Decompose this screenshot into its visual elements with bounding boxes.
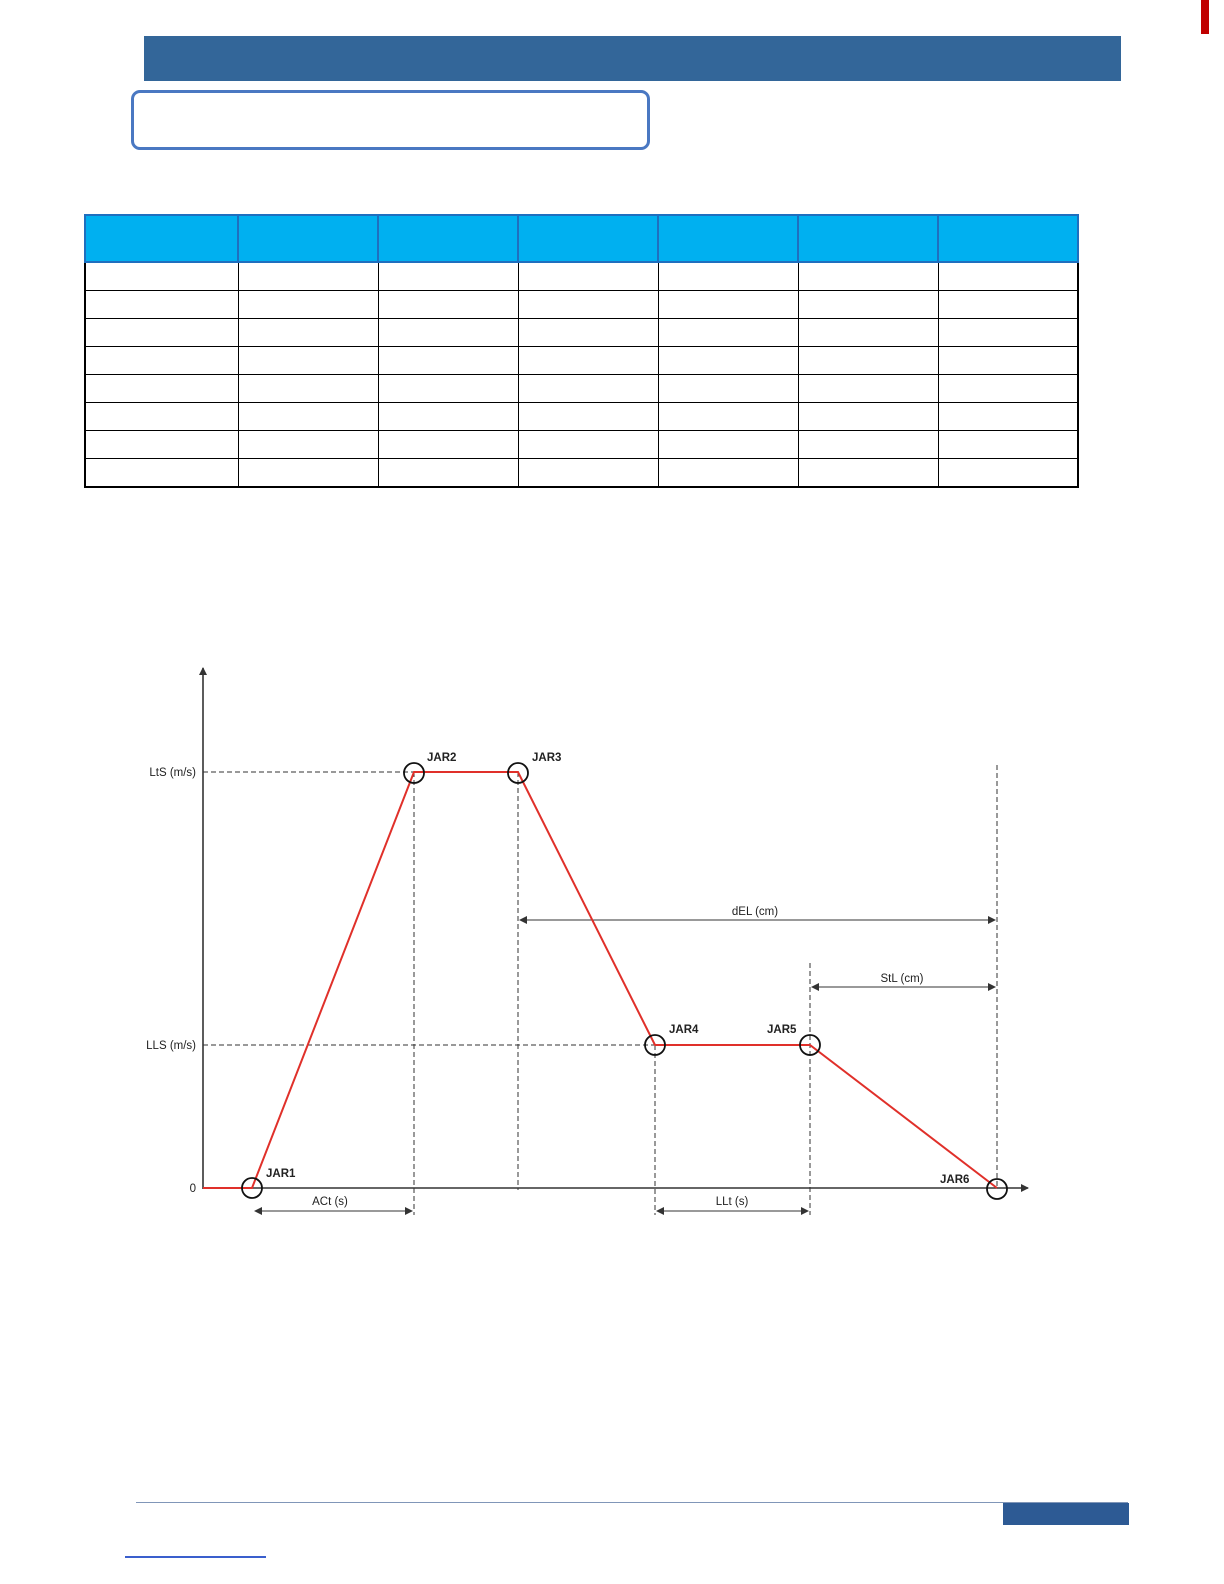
speed-profile-svg <box>140 660 1040 1235</box>
footer-page-tab <box>1003 1503 1129 1525</box>
table-cell <box>378 431 518 459</box>
table-cell <box>518 319 658 347</box>
table-cell <box>938 319 1078 347</box>
table-cell <box>518 347 658 375</box>
table-cell <box>658 291 798 319</box>
table-cell <box>238 262 378 291</box>
table-header-cell <box>85 215 238 262</box>
table-cell <box>938 403 1078 431</box>
table-cell <box>85 319 238 347</box>
y-label-lts: LtS (m/s) <box>149 767 196 779</box>
table-cell <box>238 459 378 488</box>
table-cell <box>85 375 238 403</box>
table-header-cell <box>518 215 658 262</box>
table-cell <box>798 375 938 403</box>
table-cell <box>518 291 658 319</box>
jar6-label: JAR6 <box>940 1174 970 1186</box>
jar5-label: JAR5 <box>767 1024 797 1036</box>
y-label-zero: 0 <box>189 1183 196 1195</box>
parameter-table <box>84 214 1079 488</box>
table-row <box>85 431 1078 459</box>
table-cell <box>378 375 518 403</box>
table-header-cell <box>658 215 798 262</box>
table-cell <box>658 347 798 375</box>
jar3-label: JAR3 <box>532 752 562 764</box>
table-cell <box>85 291 238 319</box>
table-cell <box>85 403 238 431</box>
table-cell <box>798 347 938 375</box>
table-cell <box>938 431 1078 459</box>
table-cell <box>798 291 938 319</box>
table-cell <box>658 403 798 431</box>
table-cell <box>238 319 378 347</box>
footer-rule <box>136 1502 1128 1503</box>
table-cell <box>938 375 1078 403</box>
table-cell <box>518 459 658 488</box>
table-cell <box>238 347 378 375</box>
table-row <box>85 459 1078 488</box>
table-cell <box>518 375 658 403</box>
table-cell <box>238 403 378 431</box>
page-corner-mark <box>1201 0 1209 34</box>
table-cell <box>518 262 658 291</box>
table-cell <box>378 347 518 375</box>
table-cell <box>938 262 1078 291</box>
table-cell <box>938 459 1078 488</box>
table-cell <box>85 262 238 291</box>
table-row <box>85 319 1078 347</box>
jar4-label: JAR4 <box>669 1024 699 1036</box>
table-cell <box>85 459 238 488</box>
table-cell <box>658 375 798 403</box>
header-bar <box>144 36 1121 81</box>
table-cell <box>378 291 518 319</box>
section-title-box <box>131 90 650 150</box>
table-cell <box>798 319 938 347</box>
decel-span-label: dEL (cm) <box>731 906 779 918</box>
table-cell <box>798 431 938 459</box>
low-time-span-label: LLt (s) <box>715 1196 749 1208</box>
table-cell <box>938 291 1078 319</box>
speed-profile-diagram <box>140 660 1040 1235</box>
table-cell <box>798 459 938 488</box>
table-cell <box>85 431 238 459</box>
table-cell <box>658 459 798 488</box>
footer-link-underline <box>125 1556 266 1558</box>
table-cell <box>378 262 518 291</box>
table-cell <box>518 431 658 459</box>
table-cell <box>378 403 518 431</box>
table-cell <box>658 319 798 347</box>
table-row <box>85 291 1078 319</box>
table-cell <box>658 262 798 291</box>
table-header-cell <box>798 215 938 262</box>
table-cell <box>378 319 518 347</box>
jar1-label: JAR1 <box>266 1168 296 1180</box>
table-cell <box>85 347 238 375</box>
table-row <box>85 403 1078 431</box>
table-row <box>85 262 1078 291</box>
table-cell <box>798 262 938 291</box>
table-row <box>85 347 1078 375</box>
table-cell <box>238 375 378 403</box>
table-cell <box>238 431 378 459</box>
table-cell <box>938 347 1078 375</box>
table-cell <box>238 291 378 319</box>
table-row <box>85 375 1078 403</box>
table-header-cell <box>378 215 518 262</box>
speed-profile-line <box>203 772 997 1188</box>
table-header-cell <box>238 215 378 262</box>
table-cell <box>658 431 798 459</box>
table-cell <box>798 403 938 431</box>
jar2-label: JAR2 <box>427 752 457 764</box>
table-cell <box>518 403 658 431</box>
table-cell <box>378 459 518 488</box>
table-header-row <box>85 215 1078 262</box>
stop-span-label: StL (cm) <box>880 973 924 985</box>
y-label-lls: LLS (m/s) <box>146 1040 196 1052</box>
table-header-cell <box>938 215 1078 262</box>
accel-span-label: ACt (s) <box>312 1196 348 1208</box>
